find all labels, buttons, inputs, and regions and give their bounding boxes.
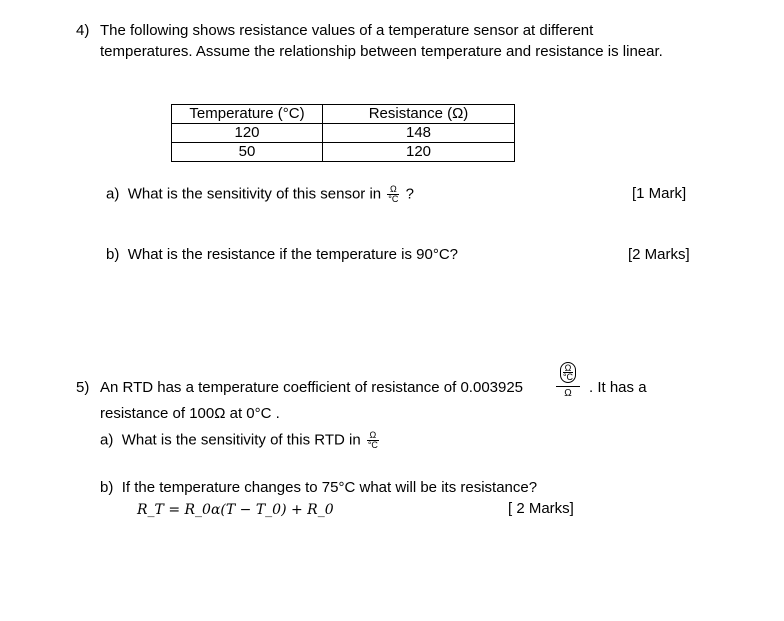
q4b-text: What is the resistance if the temperature is 90°C? [127, 246, 459, 263]
q4a-fraction [387, 185, 399, 204]
q5b-formula: R_T = R_0α(T − T_0) + R_0 [137, 502, 334, 518]
q4a-text: What is the sensitivity of this sensor in [127, 185, 382, 203]
q5a-frac-num: Ω [367, 431, 379, 441]
q5b-item [100, 479, 537, 497]
q4b-item [106, 246, 458, 264]
q4a-frac-den: °C [388, 194, 399, 204]
q5a-fraction [367, 431, 379, 450]
table-row [172, 124, 515, 143]
q4a-marks: [1 Mark] [632, 185, 687, 202]
q5-text-line1: An RTD has a temperature coefficient of resistance of 0.003925 [100, 379, 524, 396]
table-cell: 120 [172, 124, 323, 143]
table-header-row [172, 105, 515, 124]
q5b-text: If the temperature changes to 75°C what will be its resistance? [121, 479, 538, 496]
q4b-label: b) [106, 246, 120, 263]
q4-text-line1: The following shows resistance values of a temperature sensor at different [100, 22, 594, 39]
q4b-marks: [2 Marks] [628, 246, 690, 263]
q5-coef-num-num: Ω [564, 363, 572, 373]
table-row [172, 143, 515, 162]
q4a-item [106, 185, 414, 204]
q4a-frac-num: Ω [387, 185, 399, 195]
q5a-item [100, 431, 381, 450]
q5a-text: What is the sensitivity of this RTD in [121, 431, 361, 449]
q4-text-line2: temperatures. Assume the relationship between temperature and resistance is linear. [100, 43, 663, 60]
table-cell: 50 [172, 143, 323, 162]
q4-number: 4) [76, 22, 90, 39]
q5-coef-den: Ω [556, 386, 580, 401]
resistance-table [171, 104, 515, 162]
q5b-label: b) [100, 479, 114, 496]
q5-line1-end: . It has a [589, 379, 647, 396]
q4a-label: a) [106, 185, 120, 203]
q4a-end: ? [405, 185, 414, 203]
q5a-label: a) [100, 431, 114, 449]
q5-coef-num-den: °C [562, 372, 574, 382]
q5-coefficient-unit [556, 362, 580, 401]
table-header-resistance: Resistance (Ω) [323, 105, 515, 124]
table-cell: 120 [323, 143, 515, 162]
q5-text-line2: resistance of 100Ω at 0°C . [100, 405, 280, 422]
table-cell: 148 [323, 124, 515, 143]
q5a-frac-den: °C [367, 440, 378, 450]
q5-number: 5) [76, 379, 90, 396]
table-header-temperature: Temperature (°C) [172, 105, 323, 124]
q5-coef-inner-fraction [560, 362, 576, 383]
q5b-marks: [ 2 Marks] [508, 500, 574, 517]
